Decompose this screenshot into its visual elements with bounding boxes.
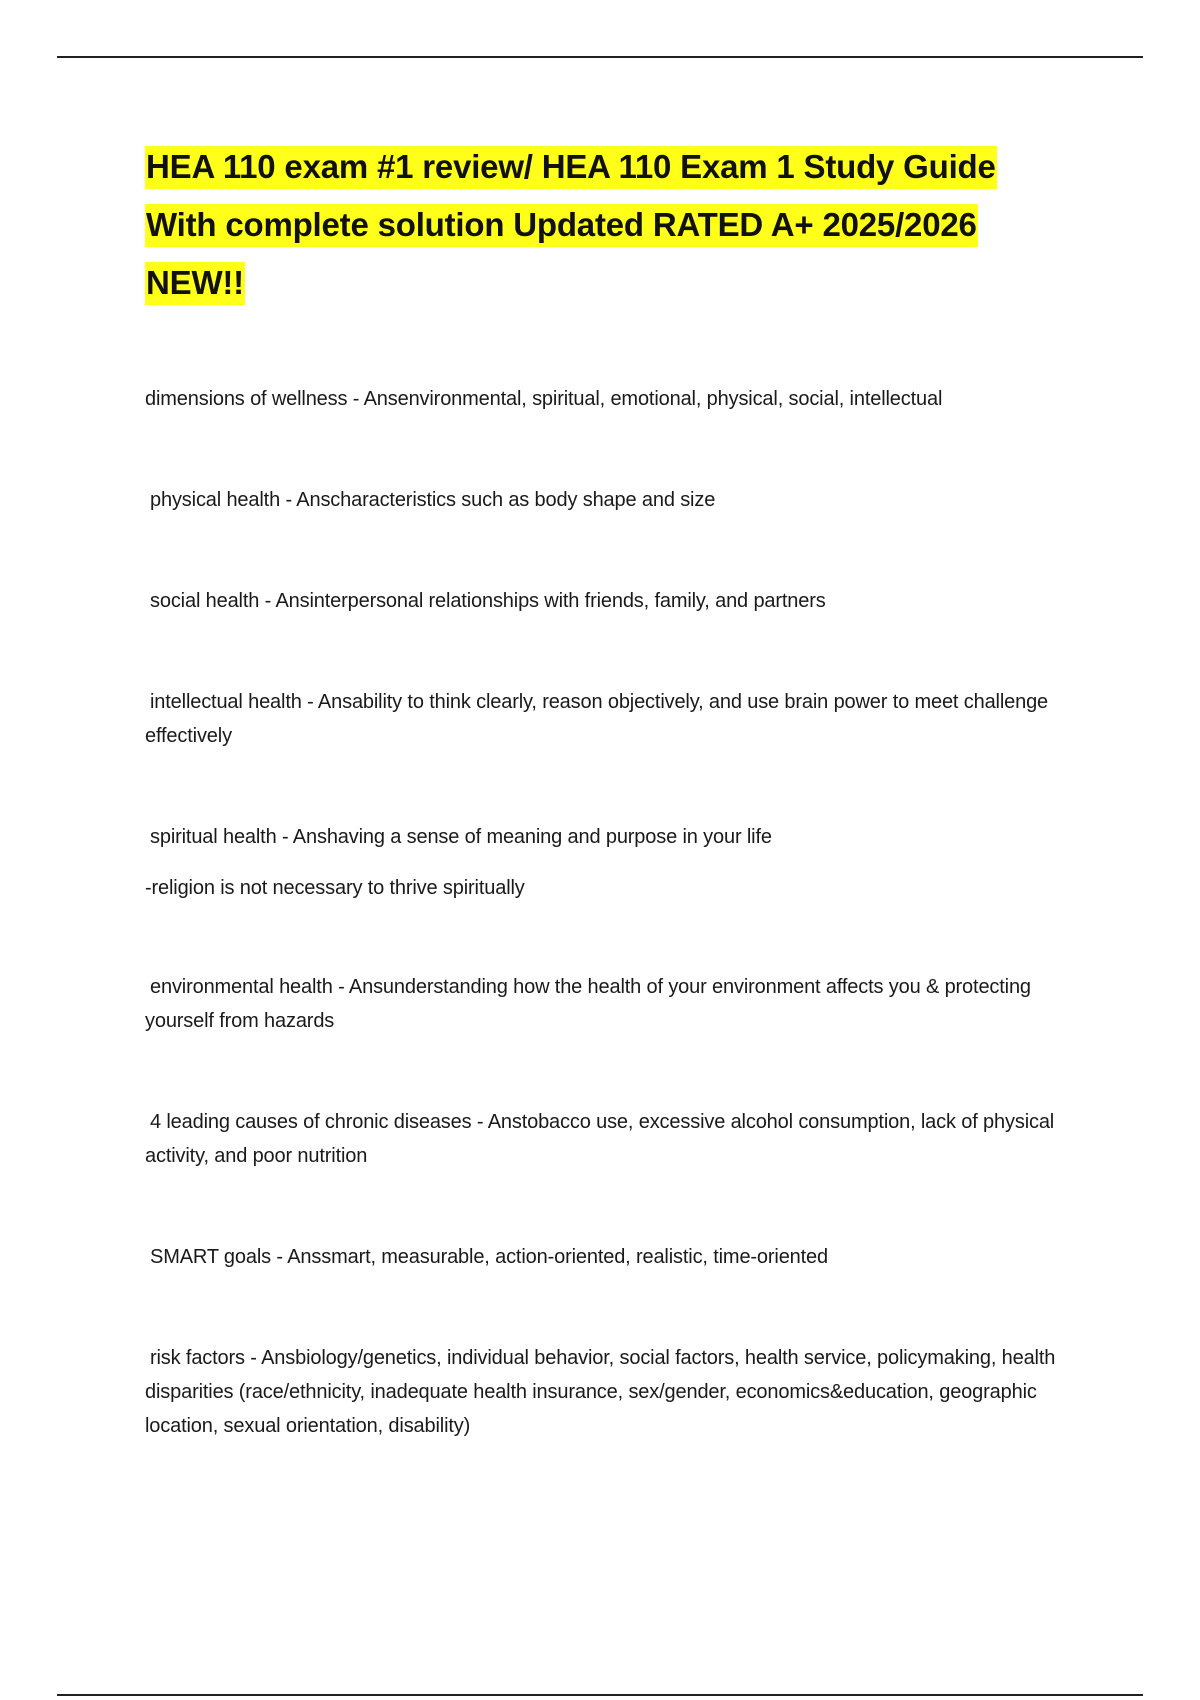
entry-term: 4 leading causes of chronic diseases: [150, 1111, 472, 1133]
entry-term: risk factors: [150, 1347, 245, 1369]
entry-separator: - Ans: [276, 826, 327, 848]
entry-risk-factors: [145, 1341, 1095, 1443]
entry-separator: - Ans: [332, 976, 383, 998]
entry-term: physical health: [150, 489, 281, 511]
entry-answer: understanding how the health of your environment affects you & protecting yourself from hazards: [145, 976, 1031, 1032]
entry-spiritual-health: [145, 820, 1095, 854]
title-line-3: NEW!!: [145, 260, 1085, 306]
entry-separator: - Ans: [280, 489, 331, 511]
entry-term: intellectual health: [150, 691, 302, 713]
entry-chronic-disease-causes: [145, 1105, 1095, 1173]
entry-term: environmental health: [150, 976, 333, 998]
entry-answer: smart, measurable, action-oriented, realistic, time-oriented: [321, 1246, 829, 1268]
entry-separator: - Ans: [471, 1111, 522, 1133]
entry-environmental-health: [145, 970, 1095, 1038]
entry-answer: biology/genetics, individual behavior, social factors, health service, policymaking, health disparities (race/ethnicity, inadequate health insurance, sex/gender, economics&education, geographic location, sexual orientation, disability): [145, 1347, 1056, 1437]
document-title: [145, 144, 1085, 318]
entry-smart-goals: [145, 1240, 1095, 1274]
entry-term: SMART goals: [150, 1246, 271, 1268]
entry-term: social health: [150, 590, 260, 612]
entry-separator: - Ans: [244, 1347, 296, 1369]
entry-intellectual-health: [145, 685, 1095, 753]
entry-separator: - Ans: [347, 388, 398, 410]
entry-answer: tobacco use, excessive alcohol consumption, lack of physical activity, and poor nutrition: [145, 1111, 1055, 1167]
entry-separator: - Ans: [271, 1246, 322, 1268]
entry-physical-health: [145, 483, 1095, 517]
entry-answer: having a sense of meaning and purpose in your life: [326, 826, 772, 848]
entry-dimensions-of-wellness: [145, 382, 1095, 416]
entry-answer: ability to think clearly, reason objectively, and use brain power to meet challenge effectively: [145, 691, 1049, 747]
top-rule: [57, 56, 1143, 58]
entry-answer: characteristics such as body shape and size: [330, 489, 716, 511]
entry-separator: - Ans: [259, 590, 310, 612]
entry-answer: interpersonal relationships with friends, family, and partners: [309, 590, 826, 612]
title-line-1: HEA 110 exam #1 review/ HEA 110 Exam 1 Study Guide: [145, 144, 1085, 190]
entry-spiritual-health-note: -religion is not necessary to thrive spiritually: [145, 877, 525, 899]
entry-social-health: [145, 584, 1095, 618]
entry-term: spiritual health: [150, 826, 277, 848]
title-line-2: With complete solution Updated RATED A+ 2025/2026: [145, 202, 1085, 248]
entry-term: dimensions of wellness: [145, 388, 348, 410]
entry-answer: environmental, spiritual, emotional, physical, social, intellectual: [397, 388, 943, 410]
entry-separator: - Ans: [301, 691, 352, 713]
bottom-rule: [57, 1694, 1143, 1696]
